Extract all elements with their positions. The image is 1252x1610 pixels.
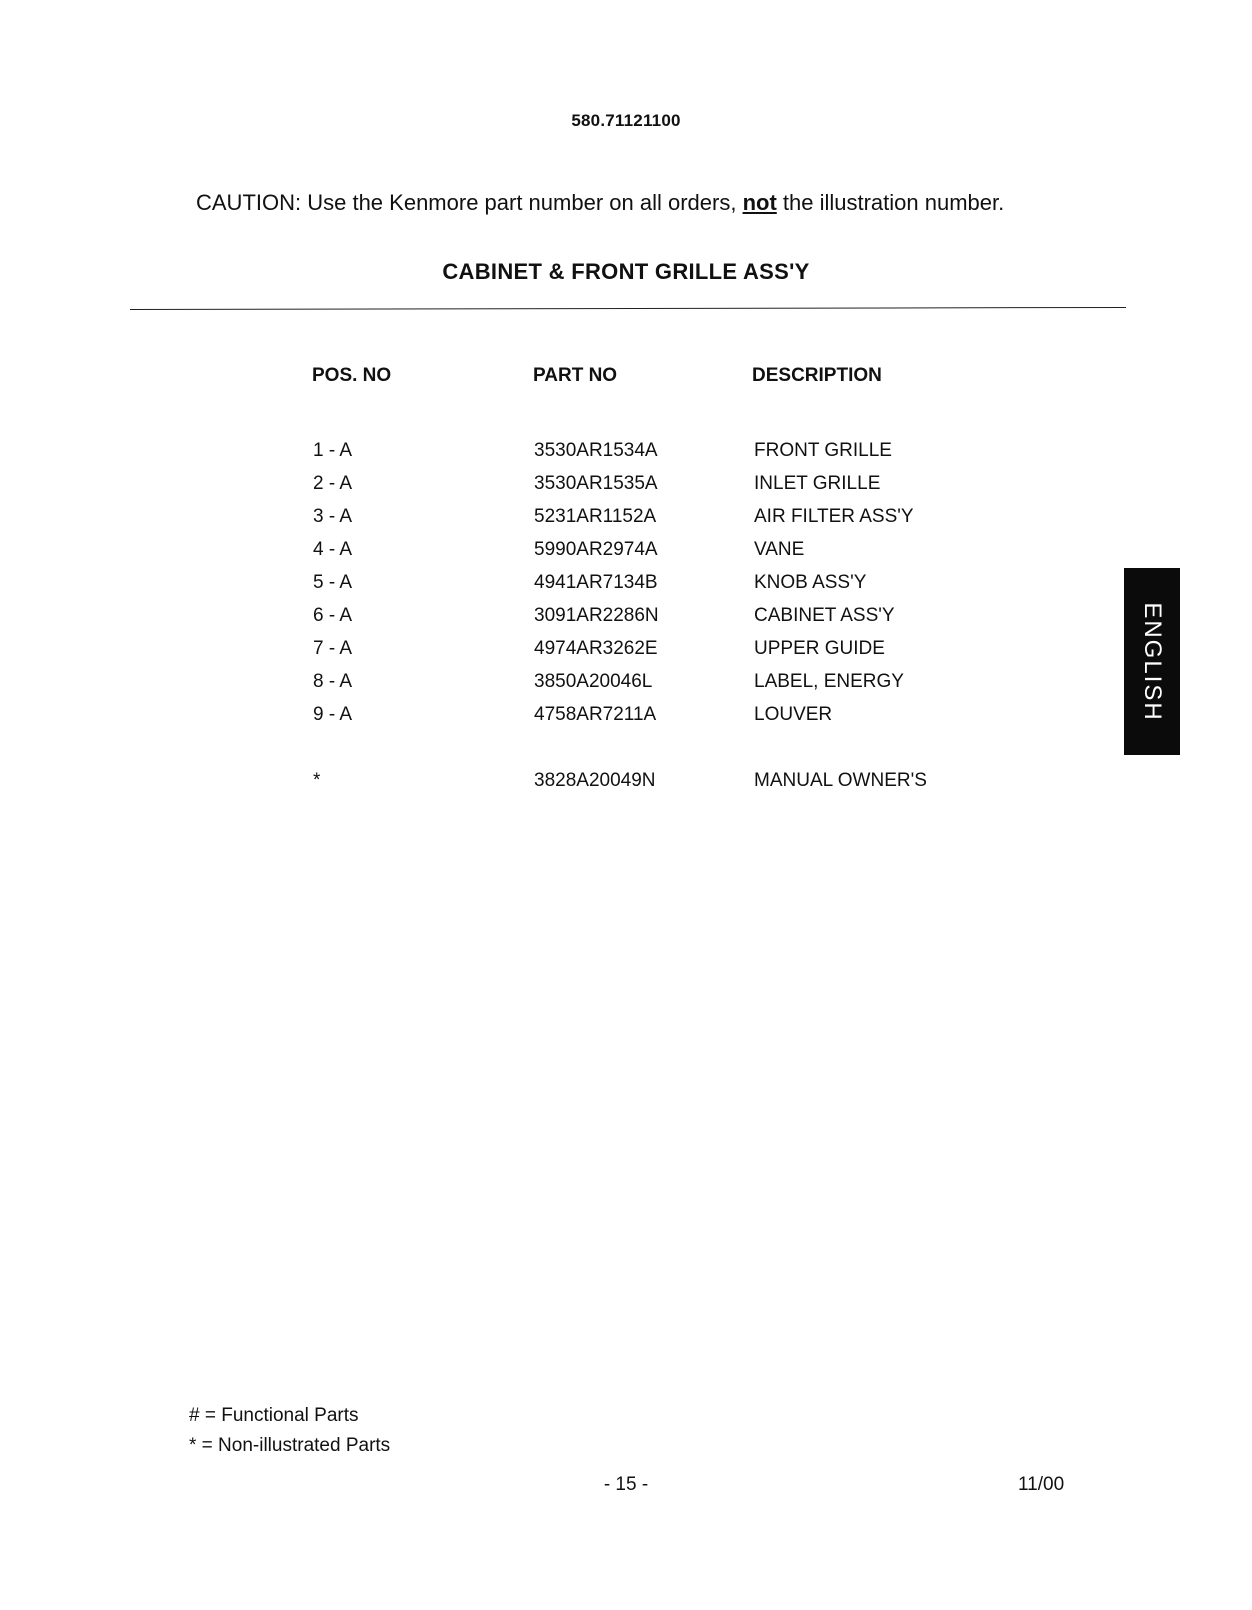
pos-no-cell: * bbox=[313, 770, 321, 791]
language-tab-label: ENGLISH bbox=[1139, 601, 1166, 722]
pos-no-cell: 2 - A bbox=[313, 473, 353, 494]
description-cell: MANUAL OWNER'S bbox=[754, 770, 927, 791]
pos-no-cell: 9 - A bbox=[313, 704, 353, 725]
caution-prefix: CAUTION: Use the Kenmore part number on all orders, bbox=[196, 190, 743, 215]
description-cell: AIR FILTER ASS'Y bbox=[754, 506, 914, 527]
part-no-cell: 5990AR2974A bbox=[534, 539, 658, 560]
language-tab bbox=[1124, 568, 1180, 755]
model-number: 580.71121100 bbox=[571, 111, 681, 130]
part-no-cell: 4941AR7134B bbox=[534, 572, 658, 593]
part-no-cell: 3850A20046L bbox=[534, 671, 653, 692]
description-cell: LOUVER bbox=[754, 704, 833, 725]
table-row bbox=[0, 473, 1252, 503]
legend-functional-parts: # = Functional Parts bbox=[189, 1405, 359, 1426]
column-header-pos-no: POS. NO bbox=[312, 365, 392, 386]
table-row bbox=[0, 506, 1252, 536]
description-cell: VANE bbox=[754, 539, 805, 560]
table-row bbox=[0, 440, 1252, 470]
part-no-cell: 3828A20049N bbox=[534, 770, 656, 791]
page-number: - 15 - bbox=[603, 1474, 649, 1495]
description-cell: KNOB ASS'Y bbox=[754, 572, 867, 593]
pos-no-cell: 4 - A bbox=[313, 539, 353, 560]
table-row bbox=[0, 605, 1252, 635]
pos-no-cell: 6 - A bbox=[313, 605, 353, 626]
section-title: CABINET & FRONT GRILLE ASS'Y bbox=[442, 259, 810, 284]
part-no-cell: 4974AR3262E bbox=[534, 638, 658, 659]
description-cell: UPPER GUIDE bbox=[754, 638, 885, 659]
pos-no-cell: 5 - A bbox=[313, 572, 353, 593]
table-row bbox=[0, 638, 1252, 668]
legend-non-illustrated-parts: * = Non-illustrated Parts bbox=[189, 1435, 391, 1456]
table-row bbox=[0, 704, 1252, 734]
description-cell: FRONT GRILLE bbox=[754, 440, 892, 461]
part-no-cell: 4758AR7211A bbox=[534, 704, 657, 725]
description-cell: CABINET ASS'Y bbox=[754, 605, 895, 626]
table-row bbox=[0, 671, 1252, 701]
caution-emphasis: not bbox=[742, 190, 777, 215]
table-row bbox=[0, 539, 1252, 569]
part-no-cell: 5231AR1152A bbox=[534, 506, 657, 527]
pos-no-cell: 8 - A bbox=[313, 671, 353, 692]
pos-no-cell: 3 - A bbox=[313, 506, 353, 527]
table-row bbox=[0, 770, 1252, 800]
pos-no-cell: 1 - A bbox=[313, 440, 353, 461]
column-header-description: DESCRIPTION bbox=[752, 365, 882, 386]
table-row bbox=[0, 572, 1252, 602]
part-no-cell: 3530AR1535A bbox=[534, 473, 658, 494]
description-cell: INLET GRILLE bbox=[754, 473, 881, 494]
column-header-part-no: PART NO bbox=[533, 365, 618, 386]
caution-suffix: the illustration number. bbox=[776, 190, 1005, 215]
revision-date: 11/00 bbox=[1018, 1474, 1065, 1495]
pos-no-cell: 7 - A bbox=[313, 638, 353, 659]
part-no-cell: 3530AR1534A bbox=[534, 440, 658, 461]
description-cell: LABEL, ENERGY bbox=[754, 671, 904, 692]
part-no-cell: 3091AR2286N bbox=[534, 605, 659, 626]
